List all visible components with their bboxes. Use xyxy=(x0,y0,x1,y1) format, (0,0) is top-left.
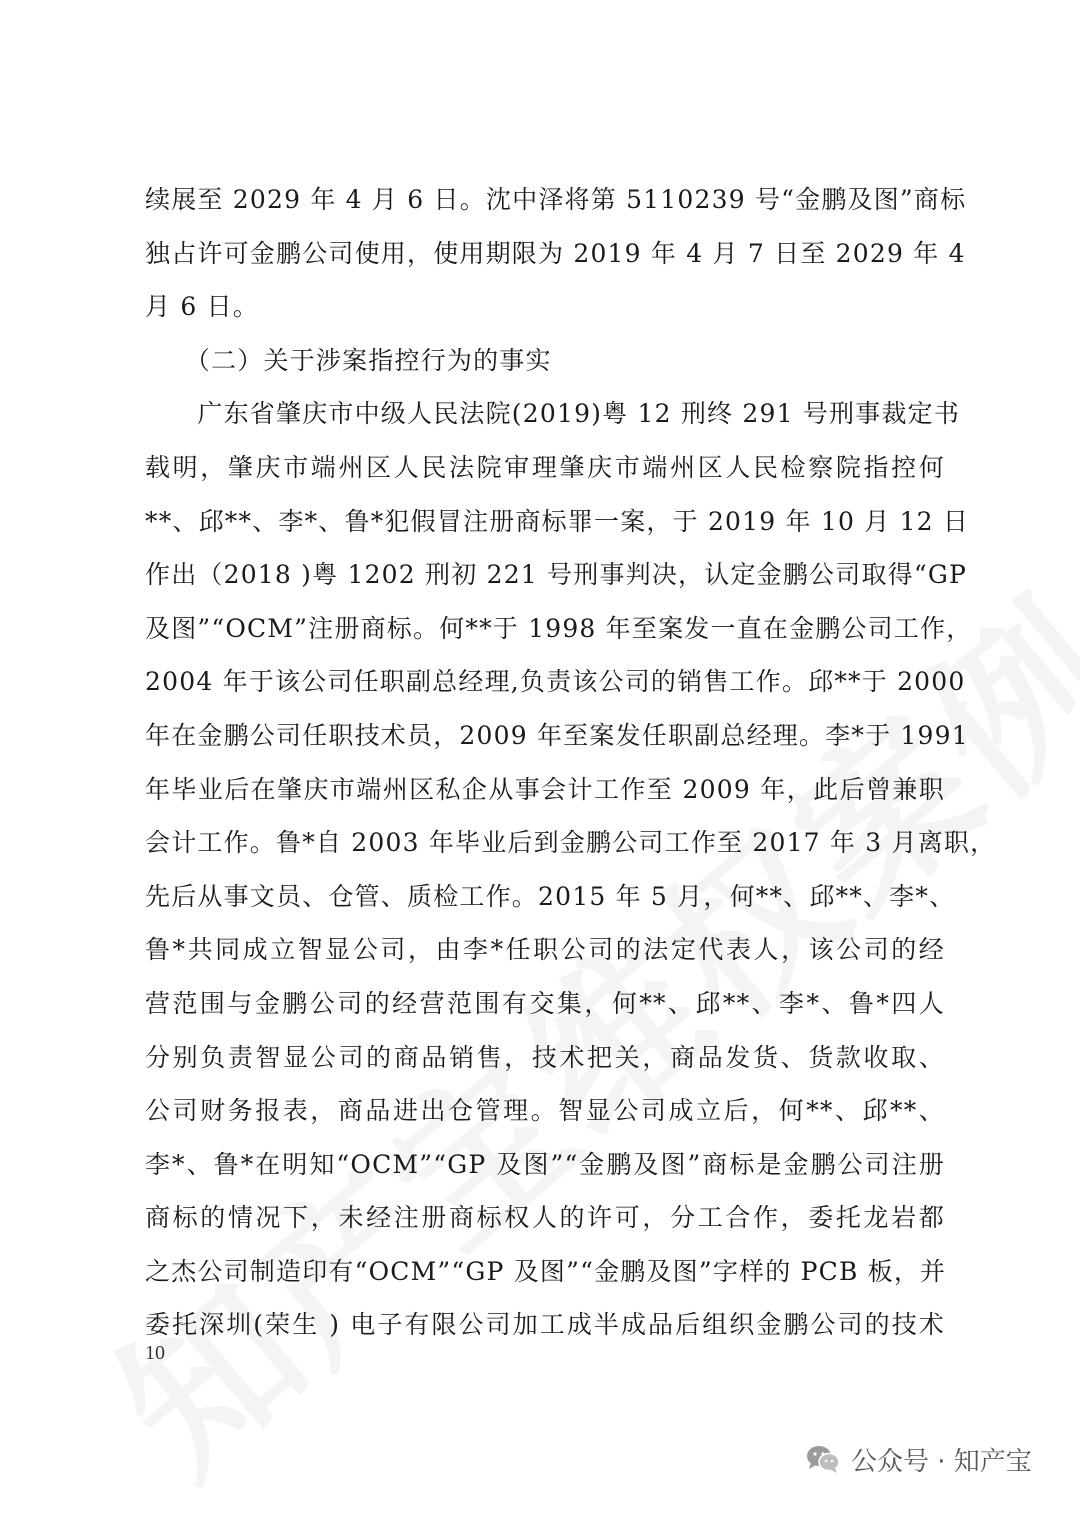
source-label: 公众号 · 知产宝 xyxy=(851,1446,1032,1477)
document-body xyxy=(145,173,997,1352)
text-line: 载明，肇庆市端州区人民法院审理肇庆市端州区人民检察院指控何 xyxy=(145,452,945,482)
text-line: 鲁*共同成立智显公司，由李*任职公司的法定代表人，该公司的经 xyxy=(145,935,945,965)
wechat-icon xyxy=(805,1444,841,1474)
text-line: 月 6 日。 xyxy=(145,292,259,322)
text-line: 之杰公司制造印有“OCM”“GP 及图”“金鹏及图”字样的 PCB 板，并 xyxy=(145,1256,947,1286)
text-line: 2004 年于该公司任职副总经理,负责该公司的销售工作。邱**于 2000 xyxy=(145,667,966,697)
text-line: 续展至 2029 年 4 月 6 日。沈中泽将第 5110239 号“金鹏及图”商标 xyxy=(145,185,967,214)
text-line: 先后从事文员、仓管、质检工作。2015 年 5 月，何**、邱**、李*、 xyxy=(145,881,956,911)
text-line: 年在金鹏公司任职技术员，2009 年至案发任职副总经理。李*于 1991 xyxy=(145,720,969,750)
source-attribution[interactable] xyxy=(805,1442,1032,1476)
text-line: 作出（2018 )粤 1202 刑初 221 号刑事判决，认定金鹏公司取得“GP xyxy=(145,560,968,590)
text-line: 公司财务报表，商品进出仓管理。智显公司成立后，何**、邱**、 xyxy=(145,1096,945,1126)
text-line: 商标的情况下，未经注册商标权人的许可，分工合作，委托龙岩都 xyxy=(145,1203,945,1233)
section-heading: （二）关于涉案指控行为的事实 xyxy=(145,345,552,375)
text-line: 及图”“OCM”注册商标。何**于 1998 年至案发一直在金鹏公司工作， xyxy=(145,613,973,643)
text-line: 会计工作。鲁*自 2003 年毕业后到金鹏公司工作至 2017 年 3 月离职， xyxy=(145,828,997,858)
text-line: **、邱**、李*、鲁*犯假冒注册商标罪一案，于 2019 年 10 月 12 日 xyxy=(145,506,970,536)
text-line: 营范围与金鹏公司的经营范围有交集，何**、邱**、李*、鲁*四人 xyxy=(145,988,945,1018)
text-line: 年毕业后在肇庆市端州区私企从事会计工作至 2009 年，此后曾兼职 xyxy=(145,774,945,804)
text-line: 独占许可金鹏公司使用，使用期限为 2019 年 4 月 7 日至 2029 年 4 xyxy=(145,238,966,268)
page-number: 10 xyxy=(145,1342,165,1364)
text-line: 分别负责智显公司的商品销售，技术把关，商品发货、货款收取、 xyxy=(145,1042,945,1072)
text-line: 委托深圳(荣生 ) 电子有限公司加工成半成品后组织金鹏公司的技术 xyxy=(145,1310,945,1340)
text-line: 广东省肇庆市中级人民法院(2019)粤 12 刑终 291 号刑事裁定书 xyxy=(145,399,961,429)
text-line: 李*、鲁*在明知“OCM”“GP 及图”“金鹏及图”商标是金鹏公司注册 xyxy=(145,1149,945,1179)
